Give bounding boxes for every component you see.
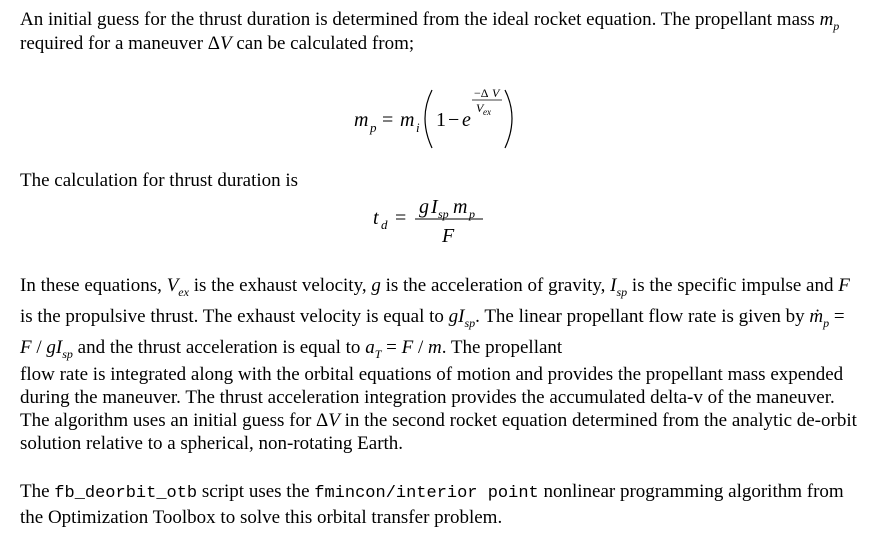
script-paragraph: The fb_deorbit_otb script uses the fmincon/interior point nonlinear programming algorithm from the Optimization Toolbox to solve this orbital transfer problem. [20, 481, 844, 528]
inline-math-g: g [371, 275, 381, 296]
script-name: fb_deorbit_otb [54, 484, 198, 503]
inline-math-at: $a_T = F / m$ [365, 337, 442, 361]
thrust-duration-intro: The calculation for thrust duration is [20, 170, 299, 191]
svg-text:i: i [416, 120, 420, 135]
inline-math-delta-v: ΔV [207, 33, 232, 54]
svg-text:m: m [400, 109, 415, 131]
inline-math-gisp: $gI_{sp}$ [448, 306, 476, 330]
rocket-equation [352, 82, 522, 152]
inline-math-isp: $I_{sp}$ [610, 275, 628, 299]
svg-text:p: p [469, 207, 475, 221]
svg-text:−Δ: −Δ [474, 86, 489, 100]
inline-math-delta-v-2: ΔV [316, 410, 340, 431]
inline-math-mdot: ṁ$_p$ = F / $gI_{sp}$ [20, 306, 845, 361]
svg-text:d: d [381, 217, 388, 232]
svg-text:1: 1 [436, 109, 446, 131]
inline-math-mp: $m_p$ [819, 9, 840, 33]
svg-text:m: m [354, 109, 369, 131]
algorithm-name: fmincon/interior point [314, 484, 539, 503]
inline-math-f: F [838, 275, 850, 296]
inline-math-vex: $V_{ex}$ [166, 275, 189, 299]
intro-paragraph: An initial guess for the thrust duration is determined from the ideal rocket equation. The propellant mass $m_p$ required for a maneuver ΔV can be calculated from; [20, 9, 840, 54]
svg-text:V: V [476, 101, 484, 115]
svg-text:t: t [373, 207, 379, 229]
svg-text:I: I [431, 196, 438, 218]
svg-text:−: − [448, 109, 460, 131]
svg-text:e: e [462, 109, 471, 131]
svg-text:ex: ex [483, 107, 491, 117]
svg-text:m: m [453, 196, 468, 218]
svg-text:sp: sp [438, 207, 449, 221]
explanation-paragraph: In these equations, $V_{ex}$ is the exhaust velocity, g is the acceleration of gravity, $I_{sp}$ is the specific impulse and F is the propulsive thrust. The exhaust velocity is equal to $gI_{sp}$. The linear propellant flow rate is given by ṁ$_p$ = F / $gI_{sp}$ and the thrust acceleration is equal to $a_T = F / m$. The propellant flow rate is integrated along with the orbital equations of motion and provides the propellant mass expended during the maneuver. The thrust acceleration integration provides the accumulated delta-v of the maneuver. The algorithm uses an initial guess for ΔV in the second rocket equation determined from the analytic de-orbit solution relative to a spherical, non-rotating Earth. [20, 275, 857, 454]
thrust-duration-equation [371, 192, 511, 250]
svg-text:=: = [395, 207, 407, 229]
svg-text:V: V [492, 86, 500, 100]
svg-text:g: g [419, 196, 429, 218]
svg-text:=: = [382, 109, 394, 131]
svg-text:F: F [442, 225, 455, 247]
svg-text:p: p [370, 120, 377, 135]
